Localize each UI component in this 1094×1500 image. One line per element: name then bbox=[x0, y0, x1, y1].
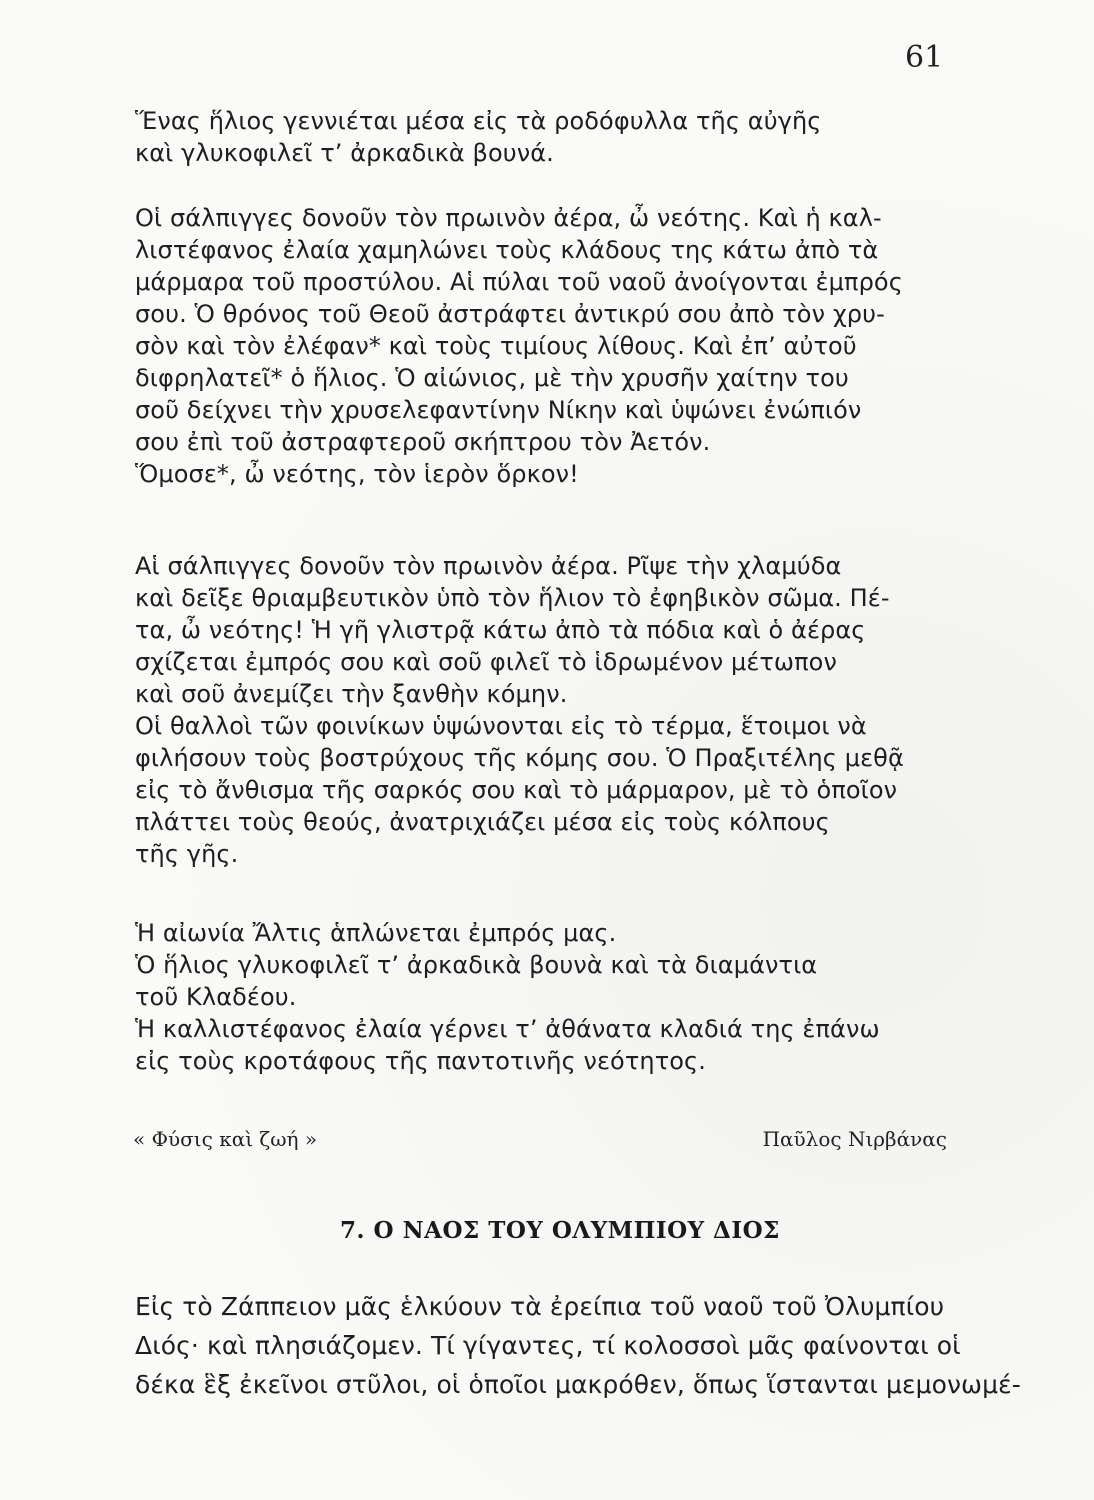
section-heading bbox=[0, 1217, 1094, 1244]
text-line: εἰς τοὺς κροτάφους τῆς παντοτινῆς νεότητος. bbox=[135, 1047, 706, 1075]
text-line: Ἕνας ἥλιος γεννιέται μέσα εἰς τὰ ροδόφυλλα τῆς αὐγῆς bbox=[135, 107, 822, 135]
text-line: καὶ γλυκοφιλεῖ τ’ ἀρκαδικὰ βουνά. bbox=[135, 139, 554, 167]
text-line: διφρηλατεῖ* ὁ ἥλιος. Ὁ αἰώνιος, μὲ τὴν χρυσῆν χαίτην του bbox=[135, 364, 849, 392]
text-line: Οἱ θαλλοὶ τῶν φοινίκων ὑψώνονται εἰς τὸ τέρμα, ἕτοιμοι νὰ bbox=[135, 712, 867, 740]
text-line: σου. Ὁ θρόνος τοῦ Θεοῦ ἀστράφτει ἀντικρύ σου ἀπὸ τὸν χρυ- bbox=[135, 300, 885, 328]
text-line: τοῦ Κλαδέου. bbox=[135, 983, 297, 1011]
text-line: Αἱ σάλπιγγες δονοῦν τὸν πρωινὸν ἀέρα. Ρῖψε τὴν χλαμύδα bbox=[135, 552, 842, 580]
text-line: τα, ὦ νεότης! Ἡ γῆ γλιστρᾷ κάτω ἀπὸ τὰ πόδια καὶ ὁ ἀέρας bbox=[135, 616, 866, 644]
poem-stanza-4 bbox=[135, 917, 965, 1077]
text-line: εἰς τὸ ἄνθισμα τῆς σαρκός σου καὶ τὸ μάρμαρον, μὲ τὸ ὁποῖον bbox=[135, 776, 898, 804]
text-line: τῆς γῆς. bbox=[135, 840, 239, 868]
text-line: σου ἐπὶ τοῦ ἀστραφτεροῦ σκήπτρου τὸν Ἀετόν. bbox=[135, 428, 711, 456]
poem-stanza-2 bbox=[135, 202, 965, 490]
poem-stanza-1 bbox=[135, 105, 965, 169]
section-heading-text: 7. Ο ΝΑΟΣ ΤΟΥ ΟΛΥΜΠΙΟΥ ΔΙΟΣ bbox=[340, 1217, 780, 1244]
page-number: 61 bbox=[905, 40, 944, 75]
text-line: καὶ δεῖξε θριαμβευτικὸν ὑπὸ τὸν ἥλιον τὸ ἐφηβικὸν σῶμα. Πέ- bbox=[135, 584, 890, 612]
source-title: « Φύσις καὶ ζωή » bbox=[133, 1127, 318, 1151]
text-line: φιλήσουν τοὺς βοστρύχους τῆς κόμης σου. Ὁ Πραξιτέλης μεθᾷ bbox=[135, 744, 904, 772]
text-line: μάρμαρα τοῦ προστύλου. Αἱ πύλαι τοῦ ναοῦ ἀνοίγονται ἐμπρός bbox=[135, 268, 903, 296]
text-line: σὸν καὶ τὸν ἐλέφαν* καὶ τοὺς τιμίους λίθους. Καὶ ἐπ’ αὐτοῦ bbox=[135, 332, 857, 360]
author-name: Παῦλος Νιρβάνας bbox=[762, 1127, 947, 1151]
text-line: σοῦ δείχνει τὴν χρυσελεφαντίνην Νίκην καὶ ὑψώνει ἐνώπιόν bbox=[135, 396, 862, 424]
text-line: πλάττει τοὺς θεούς, ἀνατριχιάζει μέσα εἰς τοὺς κόλπους bbox=[135, 808, 830, 836]
text-line: Ὁ ἥλιος γλυκοφιλεῖ τ’ ἀρκαδικὰ βουνὰ καὶ τὰ διαμάντια bbox=[135, 951, 818, 979]
text-line: Εἰς τὸ Ζάππειον μᾶς ἑλκύουν τὰ ἐρείπια τοῦ ναοῦ τοῦ Ὀλυμπίου bbox=[135, 1292, 945, 1321]
text-line: Διός· καὶ πλησιάζομεν. Τί γίγαντες, τί κολοσσοὶ μᾶς φαίνονται οἱ bbox=[135, 1331, 961, 1360]
text-line: Ἡ καλλιστέφανος ἐλαία γέρνει τ’ ἀθάνατα κλαδιά της ἐπάνω bbox=[135, 1015, 880, 1043]
text-line: καὶ σοῦ ἀνεμίζει τὴν ξανθὴν κόμην. bbox=[135, 680, 568, 708]
text-line: Ἡ αἰωνία Ἄλτις ἁπλώνεται ἐμπρός μας. bbox=[135, 919, 617, 947]
prose-paragraph bbox=[135, 1287, 1021, 1404]
text-line: Οἱ σάλπιγγες δονοῦν τὸν πρωινὸν ἀέρα, ὦ νεότης. Καὶ ἡ καλ- bbox=[135, 204, 882, 232]
text-line: λιστέφανος ἐλαία χαμηλώνει τοὺς κλάδους της κάτω ἀπὸ τὰ bbox=[135, 236, 879, 264]
text-line: Ὅμοσε*, ὦ νεότης, τὸν ἱερὸν ὅρκον! bbox=[135, 460, 579, 488]
text-line: δέκα ἓξ ἐκεῖνοι στῦλοι, οἱ ὁποῖοι μακρόθεν, ὅπως ἵστανται μεμονωμέ- bbox=[135, 1370, 1021, 1399]
poem-stanza-3 bbox=[135, 550, 965, 870]
text-line: σχίζεται ἐμπρός σου καὶ σοῦ φιλεῖ τὸ ἱδρωμένον μέτωπον bbox=[135, 648, 837, 676]
